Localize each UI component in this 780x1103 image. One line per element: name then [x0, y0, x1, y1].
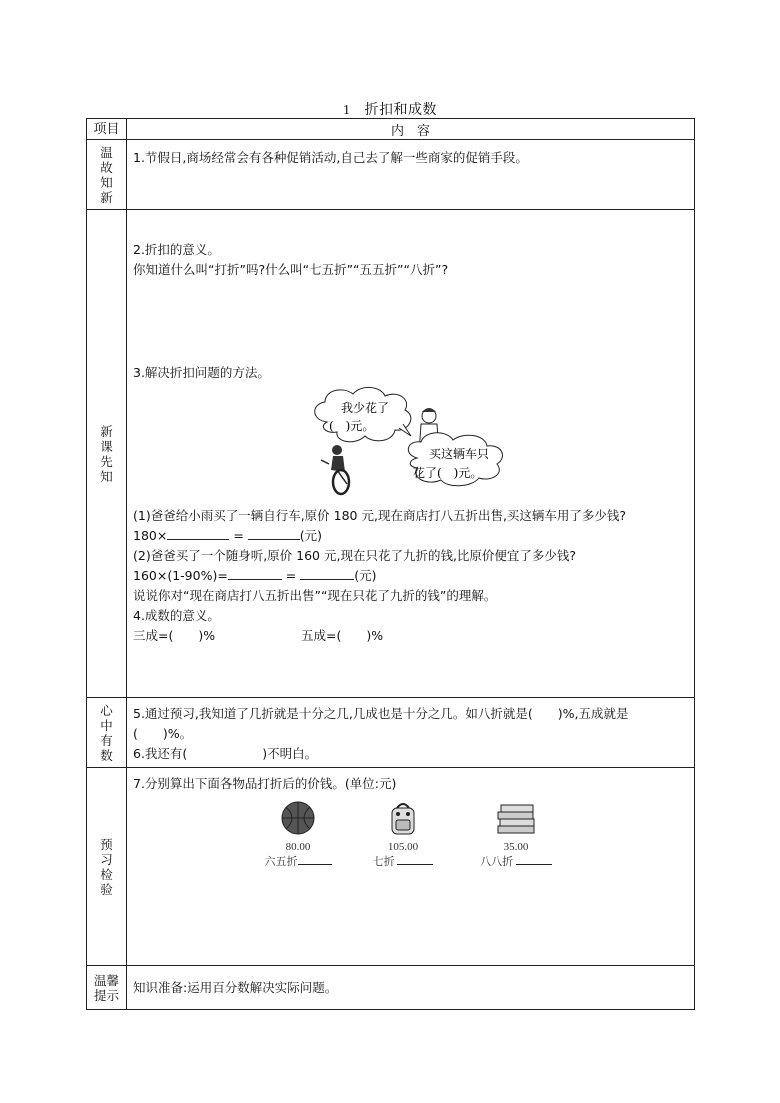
- basketball-icon: [280, 800, 316, 836]
- item-price: 105.00: [387, 841, 419, 853]
- bubble2-line1: 买这辆车只: [429, 447, 490, 461]
- item-backpack: [363, 800, 443, 869]
- item-discount-row: 八八折: [471, 854, 561, 869]
- q2-text: 你知道什么叫“打折”吗?什么叫“七五折”“五五折”“八折”?: [133, 262, 449, 277]
- books-icon: [494, 800, 538, 836]
- section-label-xinzhong: 心中有数: [87, 698, 127, 768]
- q3-talk: 说说你对“现在商店打八五折出售”“现在只花了九折的钱”的理解。: [133, 588, 497, 603]
- q3-2-expression: 160×(1-90%)= = (元): [133, 568, 377, 583]
- bicycle-illustration: [307, 384, 547, 496]
- q5-line2: ( )%。: [133, 726, 193, 741]
- item-books: [471, 800, 561, 869]
- bubble2-line2: 花了( )元。: [413, 466, 483, 480]
- header-content-label: 内 容: [127, 119, 695, 140]
- bubble1-line1: 我少花了: [341, 401, 390, 415]
- item-price: 80.00: [285, 841, 311, 853]
- q3-2-text: (2)爸爸买了一个随身听,原价 160 元,现在只花了九折的钱,比原价便宜了多少钱?: [133, 548, 577, 563]
- q7-text: 7.分别算出下面各物品打折后的价钱。(单位:元): [133, 776, 397, 791]
- q5-line1: 5.通过预习,我知道了几折就是十分之几,几成也是十分之几。如八折就是( )%,五成就是: [133, 706, 629, 721]
- page-title: [0, 99, 780, 119]
- q4-a: 三成=( )%: [133, 628, 216, 643]
- q6-text: 6.我还有( )不明白。: [133, 746, 318, 761]
- q1-text: 1.节假日,商场经常会有各种促销活动,自己去了解一些商家的促销手段。: [133, 150, 528, 165]
- section-label-xinke: 新课先知: [87, 210, 127, 698]
- item-basketball: [263, 800, 333, 869]
- section-label-wengu: 温故知新: [87, 140, 127, 210]
- worksheet-table: [86, 118, 695, 1010]
- title-text: 折扣和成数: [364, 102, 437, 118]
- title-number: 1: [343, 103, 351, 118]
- q4-title: 4.成数的意义。: [133, 608, 220, 623]
- backpack-icon: [385, 800, 421, 836]
- tip-text: 知识准备:运用百分数解决实际问题。: [133, 980, 338, 995]
- item-discount-row: 七折: [363, 854, 443, 869]
- q3-1-expression: 180× = (元): [133, 528, 323, 543]
- item-price: 35.00: [503, 841, 529, 853]
- q2-title: 2.折扣的意义。: [133, 242, 220, 257]
- header-item-label: 项目: [87, 119, 127, 140]
- q3-1-text: (1)爸爸给小雨买了一辆自行车,原价 180 元,现在商店打八五折出售,买这辆车用了多少钱?: [133, 508, 627, 523]
- q3-title: 3.解决折扣问题的方法。: [133, 365, 270, 380]
- bubble1-line2: ( )元。: [329, 419, 375, 433]
- q4-b: 五成=( )%: [301, 628, 384, 643]
- section-label-yuxi: 预习检验: [87, 768, 127, 966]
- section-label-tishi: 温馨提示: [87, 966, 127, 1010]
- item-discount-row: 六五折: [263, 854, 333, 869]
